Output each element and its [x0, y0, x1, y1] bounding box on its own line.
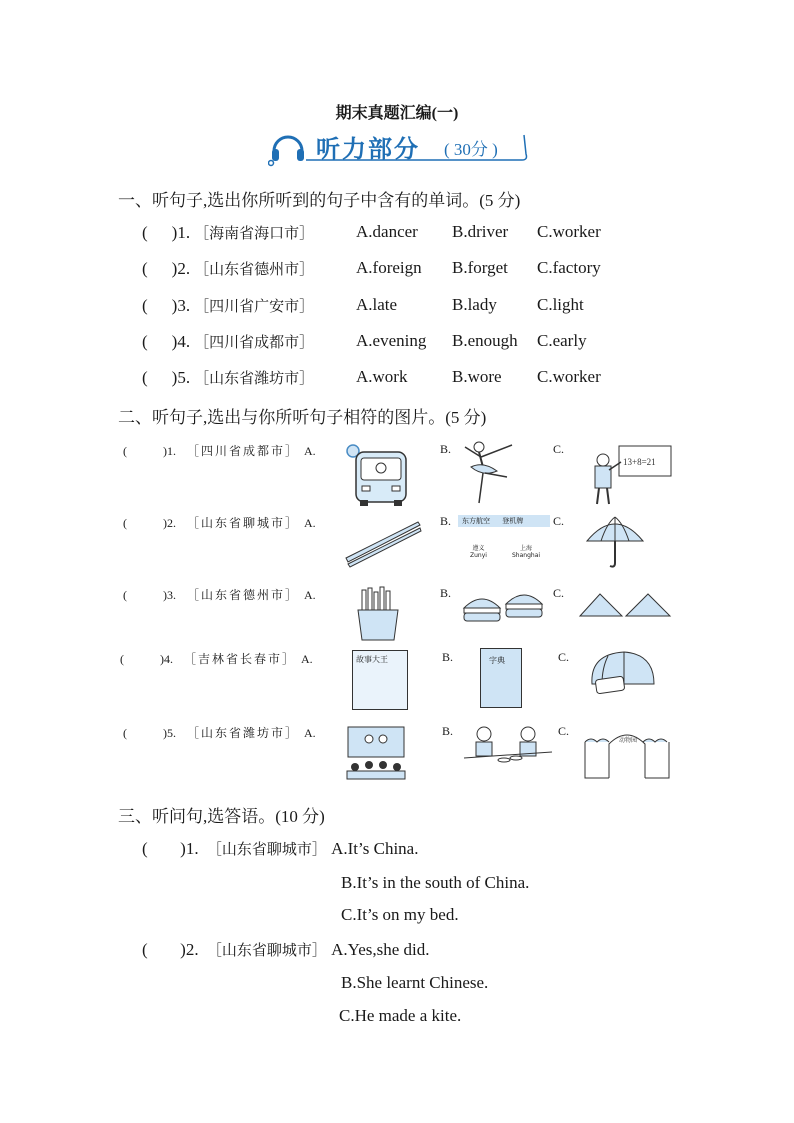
- location-tag: ［海南省海口市］: [194, 224, 315, 242]
- option-c: C.light: [537, 295, 584, 314]
- french-fries-picture: [354, 586, 402, 642]
- location-tag: ［山东省聊城市］: [206, 840, 327, 858]
- answer-paren-open[interactable]: (: [123, 726, 127, 740]
- to-city: 上海: [520, 545, 533, 552]
- dictionary-title: 字典: [489, 656, 505, 665]
- option-c: C.worker: [537, 222, 601, 241]
- girls-eating-picture: [462, 722, 554, 774]
- blackboard-text: 13+8=21: [623, 457, 656, 467]
- option-b: B.: [440, 442, 452, 456]
- section1-heading: 一、听句子,选出你所听到的句子中含有的单词。(5 分): [118, 191, 521, 210]
- option-b: B.: [440, 586, 452, 600]
- option-c: C.: [553, 586, 565, 600]
- item-number: )3.: [163, 588, 176, 602]
- option-b: B.driver: [452, 222, 509, 241]
- s2-item-4: [120, 650, 313, 667]
- bus-picture: [340, 440, 410, 508]
- umbrella-picture: [585, 513, 645, 571]
- option-a: A.evening: [356, 331, 427, 350]
- from-city-en: Zunyi: [470, 552, 487, 559]
- s1-item-1: [142, 222, 662, 243]
- s2-item-1: [123, 442, 316, 459]
- option-b: B.enough: [452, 331, 518, 350]
- answer-paren-open[interactable]: (: [123, 444, 127, 458]
- option-b: B.: [442, 724, 454, 738]
- item-number: )5.: [163, 726, 176, 740]
- location-tag: ［山东省潍坊市］: [194, 369, 315, 387]
- s1-item-4: [142, 331, 662, 352]
- answer-paren-open[interactable]: (: [142, 839, 148, 858]
- option-b: B.wore: [452, 367, 502, 386]
- option-a: A.work: [356, 367, 408, 386]
- chopsticks-picture: [342, 516, 422, 568]
- teacher-blackboard-picture: [585, 440, 673, 510]
- s2-item-5: [123, 724, 316, 741]
- item-number: )4.: [171, 332, 191, 351]
- option-a: A.: [301, 652, 313, 666]
- s3-item-2: [142, 939, 430, 960]
- page-title: 期末真题汇编(一): [335, 105, 459, 122]
- location-tag: ［山东省潍坊市］: [187, 726, 300, 740]
- item-number: )4.: [160, 652, 173, 666]
- s2-item-3: [123, 586, 316, 603]
- airline-name: 东方航空: [462, 517, 490, 525]
- banner-score: ( 30分 ): [444, 140, 498, 159]
- answer-paren-open[interactable]: (: [120, 652, 124, 666]
- option-a: A.late: [356, 295, 398, 314]
- s1-item-2: [142, 258, 662, 279]
- answer-paren-open[interactable]: (: [142, 296, 148, 315]
- option-a: A.Yes,she did.: [331, 940, 430, 959]
- section2-heading: 二、听句子,选出与你所听句子相符的图片。(5 分): [118, 408, 487, 427]
- option-a: A.It’s China.: [331, 839, 419, 858]
- s3-item-1: [142, 838, 418, 859]
- location-tag: ［山东省聊城市］: [206, 941, 327, 959]
- option-b: B.lady: [452, 295, 497, 314]
- option-a: A.foreign: [356, 258, 422, 277]
- ballet-dancer-picture: [457, 437, 527, 509]
- s1-item-5: [142, 367, 662, 388]
- option-c: C.factory: [537, 258, 601, 277]
- answer-paren-open[interactable]: (: [142, 259, 148, 278]
- answer-paren-open[interactable]: (: [142, 940, 148, 959]
- section3-heading: 三、听问句,选答语。(10 分): [118, 807, 325, 826]
- item-number: )1.: [180, 839, 199, 858]
- boarding-pass-label: 登机牌: [502, 517, 524, 525]
- zoo-sign: 动物园: [619, 737, 638, 744]
- option-a: A.dancer: [356, 222, 418, 241]
- option-c: C.: [553, 514, 565, 528]
- option-c: C.: [553, 442, 565, 456]
- option-a: A.: [304, 588, 316, 602]
- listening-banner: [266, 127, 528, 167]
- location-tag: ［四川省成都市］: [194, 333, 315, 351]
- item-number: )2.: [180, 940, 199, 959]
- storybook-picture: [352, 650, 408, 710]
- from-city: 遵义: [472, 545, 485, 552]
- cap-picture: [582, 648, 662, 704]
- s1-item-3: [142, 295, 662, 316]
- location-tag: ［吉林省长春市］: [184, 652, 297, 666]
- option-c: C.early: [537, 331, 587, 350]
- item-number: )5.: [171, 368, 191, 387]
- item-number: )1.: [163, 444, 176, 458]
- answer-paren-open[interactable]: (: [142, 332, 148, 351]
- zoo-gate-picture: [583, 722, 671, 780]
- option-c: C.: [558, 724, 570, 738]
- option-b: B.: [442, 650, 454, 664]
- sandwiches-picture: [578, 592, 672, 622]
- banner-text: 听力部分: [316, 135, 420, 163]
- option-c: C.He made a kite.: [339, 1006, 462, 1025]
- item-number: )2.: [171, 259, 191, 278]
- s2-item-2: [123, 514, 316, 531]
- option-a: A.: [304, 726, 316, 740]
- answer-paren-open[interactable]: (: [142, 223, 148, 242]
- option-b: B.forget: [452, 258, 508, 277]
- answer-paren-open[interactable]: (: [123, 588, 127, 602]
- option-b: B.It’s in the south of China.: [341, 873, 530, 892]
- storybook-title: 故事大王: [356, 655, 388, 664]
- option-c: C.: [558, 650, 570, 664]
- location-tag: ［山东省德州市］: [187, 588, 300, 602]
- answer-paren-open[interactable]: (: [142, 368, 148, 387]
- item-number: )3.: [171, 296, 191, 315]
- option-a: A.: [304, 516, 316, 530]
- location-tag: ［四川省广安市］: [194, 297, 315, 315]
- option-b: B.She learnt Chinese.: [341, 973, 489, 992]
- item-number: )1.: [171, 223, 191, 242]
- location-tag: ［四川省成都市］: [187, 444, 300, 458]
- option-c: C.worker: [537, 367, 601, 386]
- boarding-pass-picture: [458, 515, 550, 567]
- location-tag: ［山东省聊城市］: [187, 516, 300, 530]
- answer-paren-open[interactable]: (: [123, 516, 127, 530]
- item-number: )2.: [163, 516, 176, 530]
- location-tag: ［山东省德州市］: [194, 260, 315, 278]
- to-city-en: Shanghai: [512, 552, 541, 559]
- option-b: B.: [440, 514, 452, 528]
- option-c: C.It’s on my bed.: [341, 905, 459, 924]
- hamburgers-picture: [460, 588, 548, 628]
- option-a: A.: [304, 444, 316, 458]
- cinema-picture: [345, 725, 407, 781]
- dictionary-picture: [480, 648, 522, 708]
